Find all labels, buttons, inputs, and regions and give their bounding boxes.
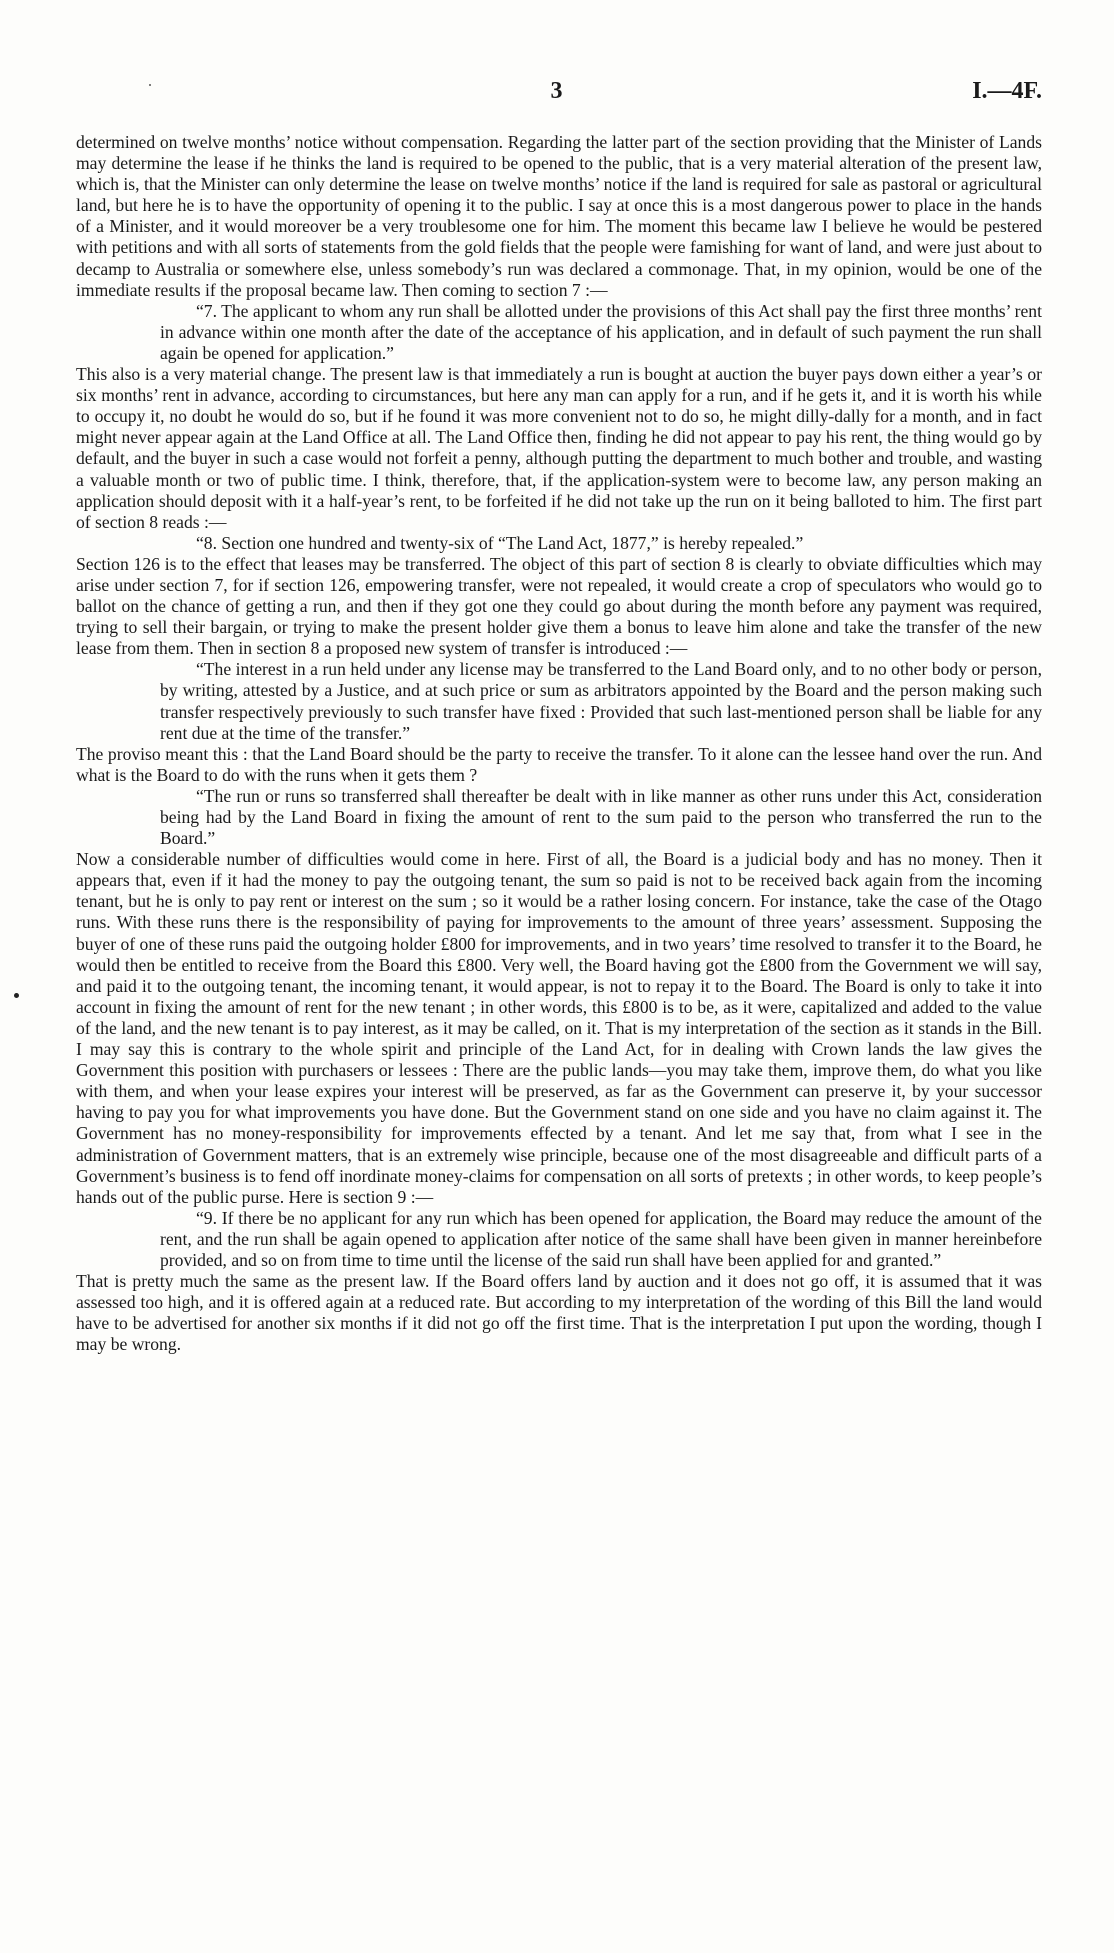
paragraph: Now a considerable number of difficulties would come in here. First of all, the Board is a judicial body and has no money. Then it appears that, even if it had the money to pay the outgoing tenant, the sum so paid is not to be received back again from the incoming tenant, but he is only to pay rent or interest on the sum ; so it would be a rather losing concern. For instance, take the case of the Otago runs. With these runs there is the responsibility of paying for improvements to the amount of three years’ assessment. Supposing the buyer of one of these runs paid the outgoing holder £800 for improvements, and in two years’ time resolved to transfer it to the Board, he would then be entitled to receive from the Board this £800. Very well, the Board having got the £800 from the Government we will say, and paid it to the outgoing tenant, the incoming tenant, it would appear, is not to repay it to the Board. The Board is only to take it into account in fixing the amount of rent for the new tenant ; in other words, this £800 is to be, as it were, capitalized and added to the value of the land, and the new tenant is to pay interest, as it may be called, on it. That is my interpretation of the section as it stands in the Bill. I may say this is contrary to the whole spirit and principle of the Land Act, for in dealing with Crown lands the law gives the Government this position with purchasers or lessees : There are the public lands—you may take them, improve them, do what you like with them, and when your lease expires your interest will be preserved, as far as the Government can preserve it, by your successor having to pay you for what improvements you have done. But the Government stand on one side and you have no claim against it. The Government has no money-responsibility for improvements effected by a tenant. And let me say that, from what I see in the administration of Government matters, that is an extremely wise principle, because one of the most disagreeable and difficult parts of a Government’s business is to fend off inordinate money-claims for compensation on all sorts of pretexts ; in other words, to keep people’s hands out of the public purse. Here is section 9 :— xyxy=(76,849,1042,1207)
page-number: 3 xyxy=(550,78,564,104)
quoted-section: “9. If there be no applicant for any run which has been opened for application, the Board may reduce the amount of the rent, and the run shall be again opened to application after notice of the same shall have been given in manner hereinbefore provided, and so on from time to time until the license of the said run shall have been applied for and granted.” xyxy=(160,1207,1042,1270)
quoted-section: “7. The applicant to whom any run shall be allotted under the provisions of this Act shall pay the first three months’ rent in advance within one month after the date of the acceptance of his application, and in default of such payment the run shall again be opened for application.” xyxy=(160,300,1042,363)
paragraph: The proviso meant this : that the Land Board should be the party to receive the transfer. To it alone can the lessee hand over the run. And what is the Board to do with the runs when it gets them ? xyxy=(76,743,1042,785)
page-header xyxy=(72,78,1042,108)
paragraph: determined on twelve months’ notice without compensation. Regarding the latter part of the section providing that the Minister of Lands may determine the lease if he thinks the land is required to be opened to the public, that is a very material alteration of the present law, which is, that the Minister can only determine the lease on twelve months’ notice if the land is required for sale as pastoral or agricultural land, but here he is to have the opportunity of opening it to the public. I say at once this is a most dangerous power to place in the hands of a Minister, and it would moreover be a very troublesome one for him. The moment this became law I believe he would be pestered with petitions and with all sorts of statements from the gold fields that the people were famishing for want of land, and were just about to decamp to Australia or somewhere else, unless somebody’s run was declared a commonage. That, in my opinion, would be one of the immediate results if the proposal became law. Then coming to section 7 :— xyxy=(76,132,1042,300)
paragraph: Section 126 is to the effect that leases may be transferred. The object of this part of section 8 is clearly to obviate difficulties which may arise under section 7, for if section 126, empowering transfer, were not repealed, it would create a crop of speculators who would go to ballot on the chance of getting a run, and then if they got one they could go about during the month before any payment was required, trying to sell their bargain, or trying to make the present holder give them a bonus to leave him alone and take the transfer of the new lease from them. Then in section 8 a proposed new system of transfer is introduced :— xyxy=(76,553,1042,659)
quoted-section: “The interest in a run held under any license may be transferred to the Land Board only, and to no other body or person, by writing, attested by a Justice, and at such price or sum as arbitrators appointed by the Board and the person making such transfer respectively previously to such transfer have fixed : Provided that such last-mentioned person shall be liable for any rent due at the time of the transfer.” xyxy=(160,659,1042,743)
document-reference: I.—4F. xyxy=(972,78,1042,104)
margin-mark xyxy=(14,993,19,998)
paragraph: That is pretty much the same as the present law. If the Board offers land by auction and it does not go off, it is assumed that it was assessed too high, and it is offered again at a reduced rate. But according to my interpretation of the wording of this Bill the land would have to be advertised for another six months if it did not go off the first time. That is the interpretation I put upon the wording, though I may be wrong. xyxy=(76,1271,1042,1355)
paragraph: This also is a very material change. The present law is that immediately a run is bought at auction the buyer pays down either a year’s or six months’ rent in advance, according to circumstances, but here any man can apply for a run, and if he gets it, and it is worth his while to occupy it, no doubt he would do so, but if he found it was more convenient not to do so, he might dilly-dally for a month, and in fact might never appear again at the Land Office at all. The Land Office then, finding he did not appear to pay his rent, the thing would go by default, and the buyer in such a case would not forfeit a penny, although putting the department to much bother and trouble, and wasting a valuable month or two of public time. I think, therefore, that, if the application-system were to become law, any person making an application should deposit with it a half-year’s rent, to be forfeited if he did not take up the run on it being balloted to him. The first part of section 8 reads :— xyxy=(76,364,1042,532)
body-text xyxy=(76,132,1042,1355)
quoted-section: “8. Section one hundred and twenty-six of “The Land Act, 1877,” is hereby repealed.” xyxy=(196,532,804,553)
quoted-section: “The run or runs so transferred shall thereafter be dealt with in like manner as other runs under this Act, consideration being had by the Land Board in fixing the amount of rent to the sum paid to the person who transferred the run to the Board.” xyxy=(160,785,1042,849)
